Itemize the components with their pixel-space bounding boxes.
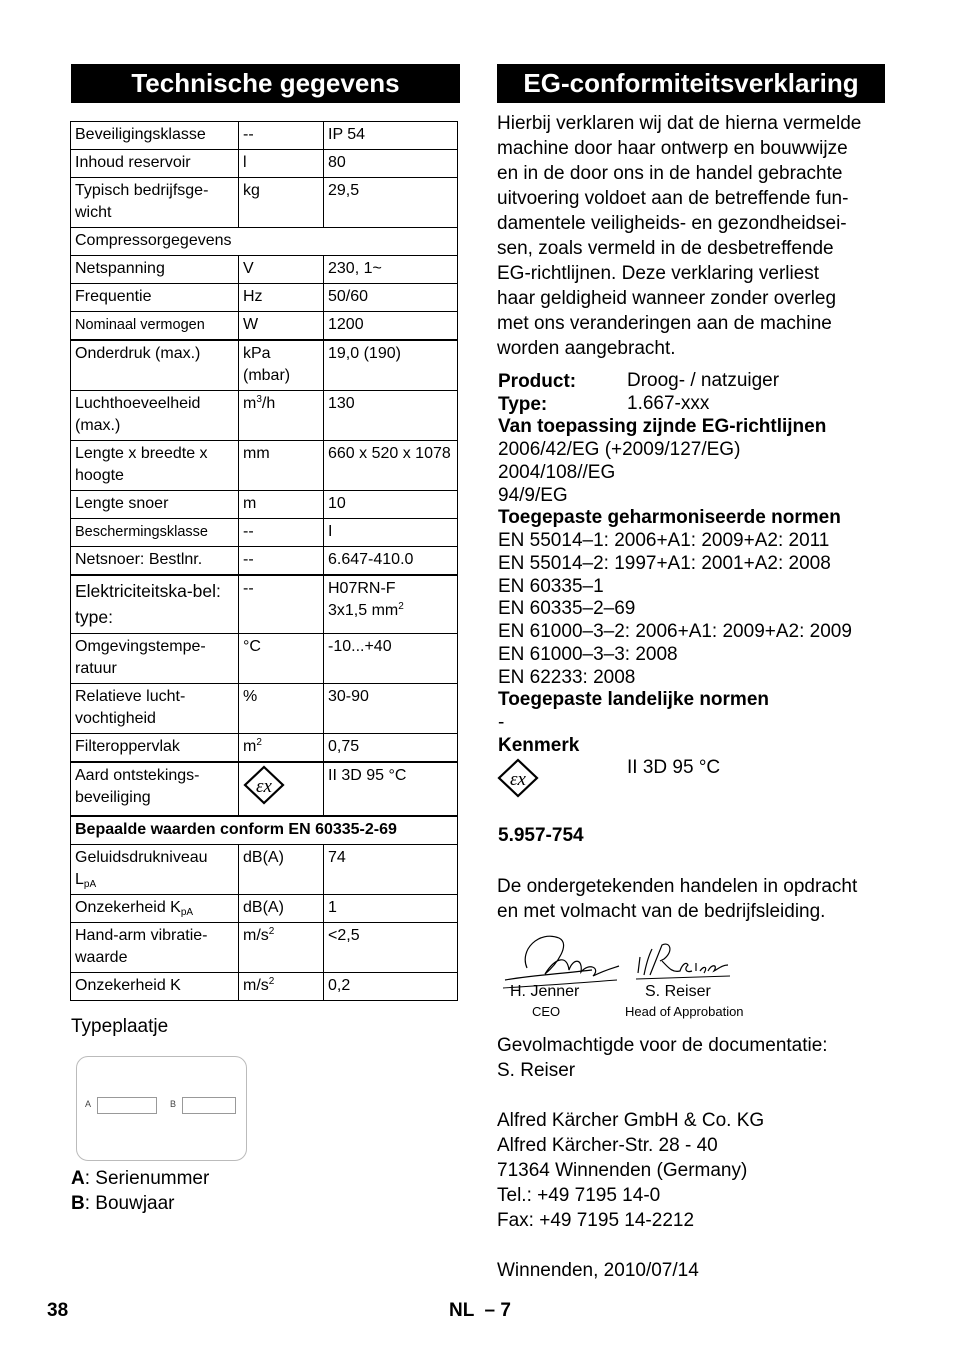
row-unit: W: [239, 312, 324, 341]
row-label: Beveiligingsklasse: [71, 122, 239, 150]
table-row: [71, 122, 458, 150]
row-label: Onzekerheid $K_{pA}$: [71, 895, 239, 923]
intro-line: worden aangebracht.: [497, 338, 676, 359]
row-value: 74: [324, 845, 458, 895]
row-value: 30-90: [324, 684, 458, 734]
legend-b: [71, 1193, 175, 1215]
signatories-line: De ondergetekenden handelen in opdracht: [497, 876, 858, 897]
row-unit: [239, 762, 324, 816]
signer2-name: S. Reiser: [645, 983, 711, 1000]
technical-data-heading: Technische gegevens: [71, 64, 460, 103]
legend-a-text: : Serienummer: [84, 1168, 210, 1189]
row-label: Filteroppervlak: [71, 734, 239, 763]
row-label: Onderdruk (max.): [71, 340, 239, 391]
table-section-row: [71, 228, 458, 256]
table-row: [71, 895, 458, 923]
signer1-role: CEO: [532, 1004, 561, 1019]
address-line: Alfred Kärcher-Str. 28 - 40: [497, 1135, 718, 1156]
section-label: Bepaalde waarden conform EN 60335-2-69: [71, 816, 458, 845]
standard-item: EN 62233: 2008: [498, 667, 636, 688]
national-standards-heading: Toegepaste landelijke normen: [498, 689, 770, 710]
standard-item: EN 55014–1: 2006+A1: 2009+A2: 2011: [498, 530, 830, 551]
language-page-indicator: NL – 7: [449, 1300, 511, 1321]
standard-item: EN 60335–2–69: [498, 598, 636, 619]
signature-reiser: [634, 935, 734, 985]
plate-field-a: [97, 1097, 157, 1114]
directive-item: 2004/108//EG: [498, 462, 616, 483]
row-value: 0,2: [324, 973, 458, 1001]
table-row: [71, 284, 458, 312]
legend-b-text: : Bouwjaar: [84, 1193, 175, 1214]
address-line: 71364 Winnenden (Germany): [497, 1160, 748, 1181]
row-label: Aard ontstekings-beveiliging: [71, 762, 239, 816]
doc-rep-line: S. Reiser: [497, 1060, 576, 1081]
row-unit: dB(A): [239, 845, 324, 895]
table-row: [71, 845, 458, 895]
intro-line: haar geldigheid wanneer zonder overleg: [497, 288, 837, 309]
table-row: [71, 923, 458, 973]
directive-item: 2006/42/EG (+2009/127/EG): [498, 439, 741, 460]
mark-heading: Kenmerk: [498, 735, 580, 756]
row-label: Lengte snoer: [71, 491, 239, 519]
row-unit: l: [239, 150, 324, 178]
row-value: 80: [324, 150, 458, 178]
row-unit: dB(A): [239, 895, 324, 923]
row-label: Frequentie: [71, 284, 239, 312]
row-unit: m: [239, 491, 324, 519]
row-value: <2,5: [324, 923, 458, 973]
national-standards-value: -: [498, 712, 505, 733]
row-label: Beschermingsklasse: [71, 519, 239, 547]
intro-line: sen, zoals vermeld in de desbetreffende: [497, 238, 834, 259]
row-unit: %: [239, 684, 324, 734]
place-date: Winnenden, 2010/07/14: [497, 1260, 699, 1281]
section-label: Compressorgegevens: [71, 228, 458, 256]
intro-line: EG-richtlijnen. Deze verklaring verliest: [497, 263, 820, 284]
legend-b-key: B: [71, 1193, 85, 1214]
standard-item: EN 55014–2: 1997+A1: 2001+A2: 2008: [498, 553, 831, 574]
mark-value: II 3D 95 °C: [627, 757, 721, 778]
intro-line: machine door haar ontwerp en bouwwijze: [497, 138, 848, 159]
row-label: Lengte x breedte x hoogte: [71, 441, 239, 491]
row-label: Netspanning: [71, 256, 239, 284]
row-value: -10...+40: [324, 634, 458, 684]
intro-paragraph: [497, 111, 892, 361]
row-label: Onzekerheid K: [71, 973, 239, 1001]
table-section-row: [71, 816, 458, 845]
ex-explosion-protection-icon: [243, 765, 285, 805]
row-unit: --: [239, 519, 324, 547]
table-row: [71, 634, 458, 684]
row-value: IP 54: [324, 122, 458, 150]
signatories-paragraph: [497, 874, 892, 924]
type-value: 1.667-xxx: [627, 393, 710, 414]
documentation-representative: [497, 1033, 892, 1083]
table-row: [71, 491, 458, 519]
signer1-name: H. Jenner: [510, 983, 580, 1000]
doc-rep-line: Gevolmachtigde voor de documentatie:: [497, 1035, 828, 1056]
row-value: 0,75: [324, 734, 458, 763]
row-value: H07RN-F 3x1,5 $mm^2$: [324, 575, 458, 634]
row-unit: --: [239, 547, 324, 576]
row-value: II 3D 95 °C: [324, 762, 458, 816]
directives-heading: Van toepassing zijnde EG-richtlijnen: [498, 416, 827, 437]
row-value: 29,5: [324, 178, 458, 228]
row-label: Luchthoeveelheid (max.): [71, 391, 239, 441]
row-value: 1200: [324, 312, 458, 341]
legend-a-key: A: [71, 1168, 85, 1189]
row-unit: kPa (mbar): [239, 340, 324, 391]
ex-explosion-protection-icon: [497, 758, 539, 798]
intro-line: met ons veranderingen aan de machine: [497, 313, 832, 334]
signer2-role: Head of Approbation: [625, 1004, 744, 1019]
intro-line: en in de door ons in de handel gebrachte: [497, 163, 843, 184]
svg-text:εx: εx: [256, 776, 272, 797]
table-row: [71, 391, 458, 441]
svg-text:εx: εx: [510, 769, 526, 790]
table-row: [71, 734, 458, 763]
row-unit: $m^2$: [239, 734, 324, 763]
standard-item: EN 61000–3–2: 2006+A1: 2009+A2: 2009: [498, 621, 852, 642]
row-unit: --: [239, 575, 324, 634]
type-label: Type:: [498, 394, 548, 415]
row-unit: $m/s^2$: [239, 973, 324, 1001]
address-line: Alfred Kärcher GmbH & Co. KG: [497, 1110, 765, 1131]
company-address: [497, 1108, 892, 1233]
typeplate-illustration: [76, 1056, 247, 1161]
row-value: 130: [324, 391, 458, 441]
row-unit: °C: [239, 634, 324, 684]
row-label: Elektriciteitska-bel: type:: [71, 575, 239, 634]
row-label: Netsnoer: Bestlnr.: [71, 547, 239, 576]
row-value: I: [324, 519, 458, 547]
row-value: 10: [324, 491, 458, 519]
row-value: 19,0 (190): [324, 340, 458, 391]
legend-a: [71, 1168, 209, 1190]
plate-label-a: A: [85, 1099, 92, 1109]
row-label: Geluidsdrukniveau $L_{pA}$: [71, 845, 239, 895]
row-label: Nominaal vermogen: [71, 312, 239, 341]
table-row: [71, 575, 458, 634]
row-value: 1: [324, 895, 458, 923]
directive-item: 94/9/EG: [498, 485, 568, 506]
address-line: Tel.: +49 7195 14-0: [497, 1185, 661, 1206]
row-label: Relatieve lucht-vochtigheid: [71, 684, 239, 734]
table-row: [71, 312, 458, 341]
plate-field-b: [182, 1097, 236, 1114]
intro-line: damentele veiligheids- en gezondheidsei-: [497, 213, 847, 234]
table-row: [71, 973, 458, 1001]
row-label: Inhoud reservoir: [71, 150, 239, 178]
row-unit: V: [239, 256, 324, 284]
row-value: 6.647-410.0: [324, 547, 458, 576]
row-unit: $m/s^2$: [239, 923, 324, 973]
standard-item: EN 60335–1: [498, 576, 604, 597]
table-row: [71, 684, 458, 734]
row-label: Omgevingstempe-ratuur: [71, 634, 239, 684]
ec-declaration-heading: EG-conformiteitsverklaring: [497, 64, 885, 103]
row-unit: $m^3/h$: [239, 391, 324, 441]
product-label: Product:: [498, 371, 577, 392]
table-row: [71, 519, 458, 547]
document-number: 5.957-754: [498, 825, 584, 846]
row-value: 230, 1~: [324, 256, 458, 284]
row-value: 50/60: [324, 284, 458, 312]
standard-item: EN 61000–3–3: 2008: [498, 644, 678, 665]
table-row: [71, 441, 458, 491]
table-row: [71, 340, 458, 391]
table-row: [71, 762, 458, 816]
page-number: 38: [47, 1300, 69, 1321]
table-row: [71, 547, 458, 576]
address-line: Fax: +49 7195 14-2212: [497, 1210, 695, 1231]
row-unit: kg: [239, 178, 324, 228]
row-label: Typisch bedrijfsge-wicht: [71, 178, 239, 228]
row-label: Hand-arm vibratie-waarde: [71, 923, 239, 973]
technical-data-table: [70, 121, 458, 1001]
plate-label-b: B: [170, 1099, 177, 1109]
intro-line: Hierbij verklaren wij dat de hierna vermelde: [497, 113, 862, 134]
row-value: 660 x 520 x 1078: [324, 441, 458, 491]
row-unit: Hz: [239, 284, 324, 312]
table-row: [71, 150, 458, 178]
product-value: Droog- / natzuiger: [627, 370, 780, 391]
row-unit: mm: [239, 441, 324, 491]
table-row: [71, 178, 458, 228]
row-unit: --: [239, 122, 324, 150]
intro-line: uitvoering voldoet aan de betreffende fun-: [497, 188, 849, 209]
signatories-line: en met volmacht van de bedrijfsleiding.: [497, 901, 826, 922]
standards-heading: Toegepaste geharmoniseerde normen: [498, 507, 841, 528]
table-row: [71, 256, 458, 284]
typeplate-title: Typeplaatje: [71, 1016, 169, 1037]
